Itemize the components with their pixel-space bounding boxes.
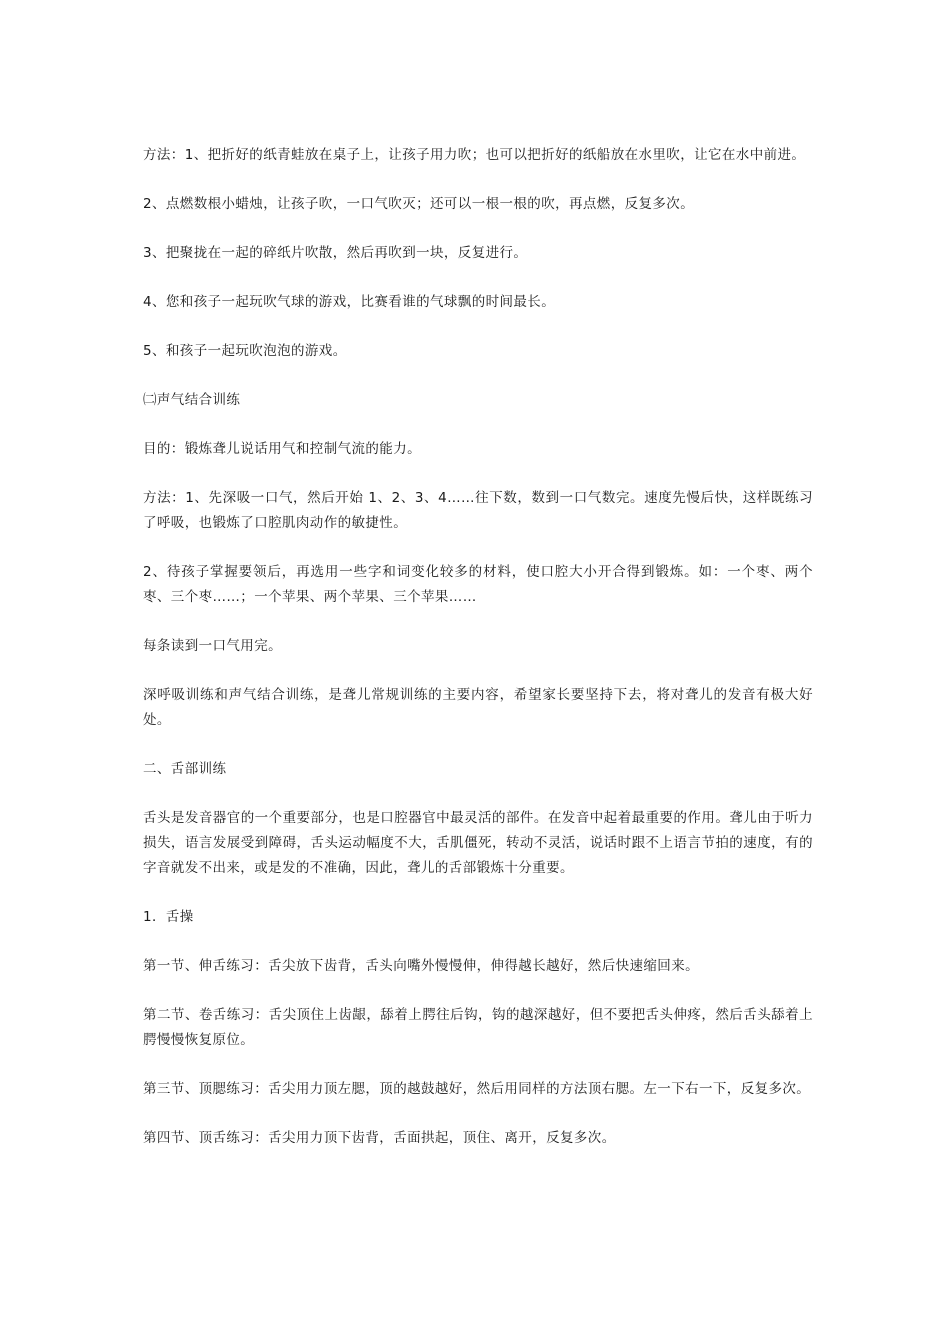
section-heading-tongue: 二、舌部训练 — [143, 761, 227, 777]
purpose-paragraph: 目的：锻炼聋儿说话用气和控制气流的能力。 — [143, 441, 421, 457]
tongue-intro-paragraph: 舌头是发音器官的一个重要部分，也是口腔器官中最灵活的部件。在发音中起着最重要的作用。聋儿由于听力损失，语言发展受到障碍，舌头运动幅度不大，舌肌僵死，转动不灵活，说话时跟不上语言节拍的速度，有的字音就发不出来，或是发的不准确，因此，聋儿的舌部锻炼十分重要。 — [143, 810, 813, 876]
exercise-section-2: 第二节、卷舌练习：舌尖顶住上齿龈，舔着上腭往后钩，钩的越深越好，但不要把舌头伸疼，然后舌头舔着上腭慢慢恢复原位。 — [143, 1007, 813, 1048]
method-paragraph-4: 4、您和孩子一起玩吹气球的游戏，比赛看谁的气球飘的时间最长。 — [143, 294, 556, 310]
method-paragraph-2: 2、点燃数根小蜡烛，让孩子吹，一口气吹灭；还可以一根一根的吹，再点燃，反复多次。 — [143, 196, 695, 212]
subheading-tongue-exercise: 1．舌操 — [143, 909, 194, 925]
exercise-section-4: 第四节、顶舌练习：舌尖用力顶下齿背，舌面拱起，顶住、离开，反复多次。 — [143, 1130, 616, 1146]
document-body — [143, 143, 813, 1175]
summary-paragraph: 深呼吸训练和声气结合训练，是聋儿常规训练的主要内容，希望家长要坚持下去，将对聋儿的发音有极大好处。 — [143, 687, 813, 728]
word-material-paragraph: 2、待孩子掌握要领后，再选用一些字和词变化较多的材料，使口腔大小开合得到锻炼。如：一个枣、两个枣、三个枣……；一个苹果、两个苹果、三个苹果…… — [143, 564, 813, 605]
method-paragraph-1: 方法：1、把折好的纸青蛙放在桌子上，让孩子用力吹；也可以把折好的纸船放在水里吹，让它在水中前进。 — [143, 147, 806, 163]
counting-method-paragraph: 方法：1、先深吸一口气，然后开始 1、2、3、4……往下数，数到一口气数完。速度先慢后快，这样既练习了呼吸，也锻炼了口腔肌肉动作的敏捷性。 — [143, 490, 813, 531]
method-paragraph-5: 5、和孩子一起玩吹泡泡的游戏。 — [143, 343, 347, 359]
method-paragraph-3: 3、把聚拢在一起的碎纸片吹散，然后再吹到一块，反复进行。 — [143, 245, 528, 261]
one-breath-paragraph: 每条读到一口气用完。 — [143, 638, 282, 654]
exercise-section-3: 第三节、顶腮练习：舌尖用力顶左腮，顶的越鼓越好，然后用同样的方法顶右腮。左一下右一下，反复多次。 — [143, 1081, 811, 1097]
section-heading-voice-breath: ㈡声气结合训练 — [143, 392, 241, 408]
exercise-section-1: 第一节、伸舌练习：舌尖放下齿背，舌头向嘴外慢慢伸，伸得越长越好，然后快速缩回来。 — [143, 958, 699, 974]
